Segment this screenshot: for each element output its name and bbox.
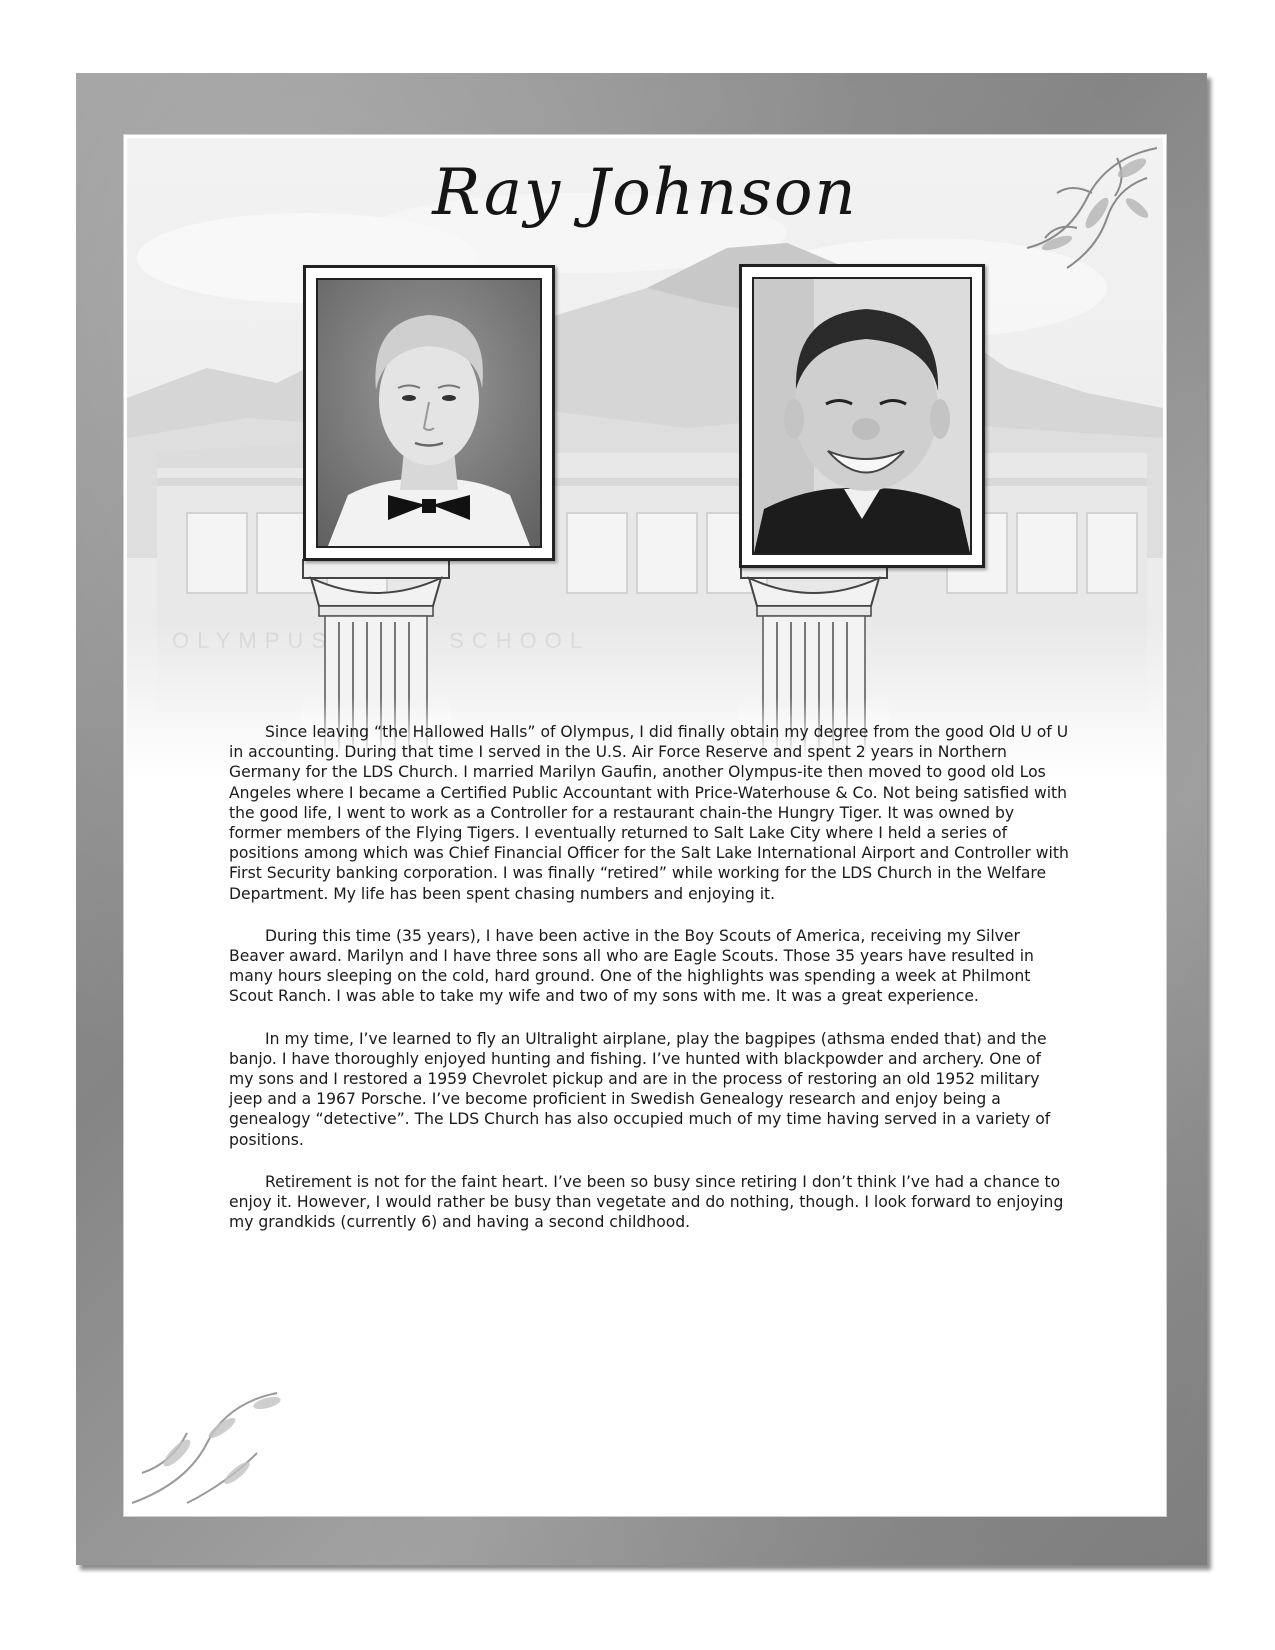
biography: [229, 722, 1069, 1254]
adult-photo: [739, 264, 985, 568]
page-frame: [76, 73, 1207, 1565]
adult-photo-image: [752, 277, 972, 555]
student-photo-image: [316, 278, 542, 548]
inner-page: [124, 135, 1166, 1516]
bio-paragraph-1: Since leaving “the Hallowed Halls” of Olympus, I did finally obtain my degree from the good Old U of U in accounting. During that time I served in the U.S. Air Force Reserve and spent 2 years in Northern Germany for the LDS Church. I married Marilyn Gaufin, another Olympus-ite then moved to good old Los Angeles where I became a Certified Public Accountant with Price-Waterhouse & Co. Not being satisfied with the good life, I went to work as a Controller for a restaurant chain-the Hungry Tiger. It was owned by former members of the Flying Tigers. I eventually returned to Salt Lake City where I held a series of positions among which was Chief Financial Officer for the Salt Lake International Airport and Controller with First Security banking corporation. I was finally “retired” while working for the LDS Church in the Welfare Department. My life has been spent chasing numbers and enjoying it.: [229, 723, 1069, 903]
page-title: Ray Johnson: [432, 156, 858, 230]
student-photo: [303, 265, 555, 561]
floral-flourish-icon: [997, 138, 1163, 288]
floral-flourish-icon: [127, 1373, 317, 1513]
bio-paragraph-4: Retirement is not for the faint heart. I’ve been so busy since retiring I don’t think I’ve had a chance to enjoy it. However, I would rather be busy than vegetate and do nothing, though. I look forward to enjoying my grandkids (currently 6) and having a second childhood.: [229, 1172, 1064, 1232]
bio-paragraph-3: In my time, I’ve learned to fly an Ultralight airplane, play the bagpipes (athsma ended that) and the banjo. I have thoroughly enjoyed hunting and fishing. I’ve hunted with blackpowder and archery. One of my sons and I restored a 1959 Chevrolet pickup and are in the process of restoring an old 1952 military jeep and a 1967 Porsche. I’ve become proficient in Swedish Genealogy research and enjoy being a genealogy “detective”. The LDS Church has also occupied much of my time having served in a variety of positions.: [229, 1029, 1051, 1149]
bio-paragraph-2: During this time (35 years), I have been active in the Boy Scouts of America, receiving my Silver Beaver award. Marilyn and I have three sons all who are Eagle Scouts. Those 35 years have resulted in many hours sleeping on the cold, hard ground. One of the highlights was spending a week at Philmont Scout Ranch. I was able to take my wife and two of my sons with me. It was a great experience.: [229, 926, 1034, 1006]
